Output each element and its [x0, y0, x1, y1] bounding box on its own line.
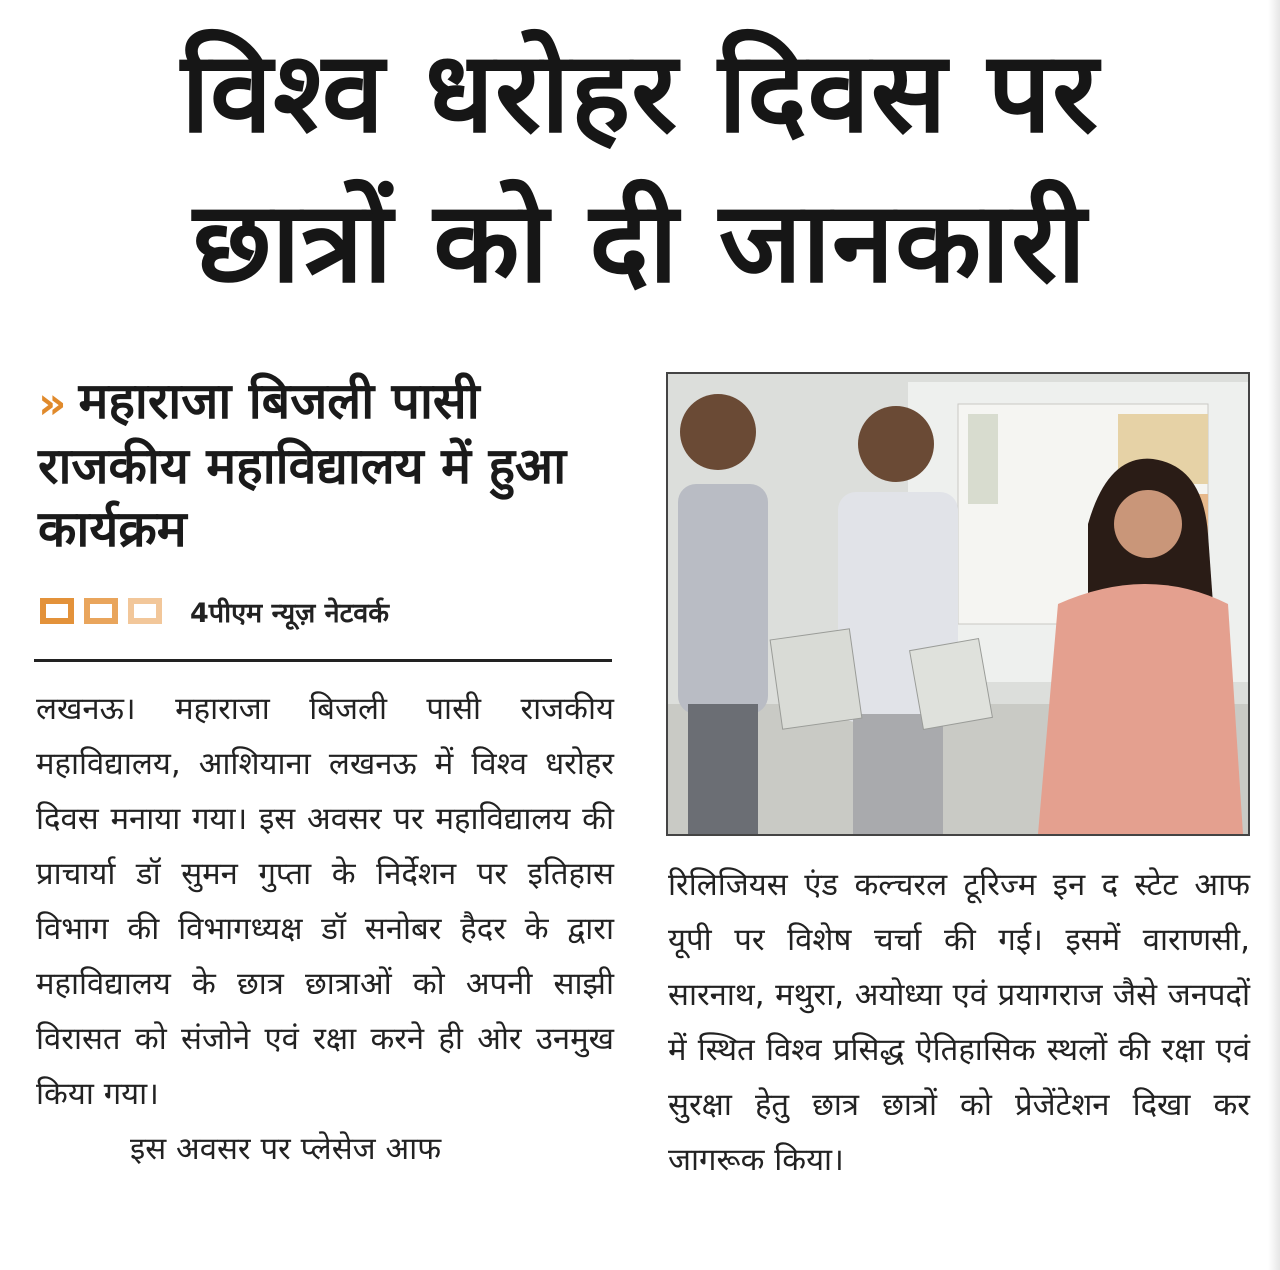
photo-illustration	[668, 374, 1248, 834]
headline-line-2: छात्रों को दी जानकारी	[193, 178, 1087, 308]
paragraph-3: रिलिजियस एंड कल्चरल टूरिज्म इन द स्टेट आफ यूपी पर विशेष चर्चा की गई। इसमें वाराणसी, सारनाथ, मथुरा, अयोध्या एवं प्रयागराज जैसे जनपदों में स्थित विश्व प्रसिद्ध ऐतिहासिक स्थलों की रक्षा एवं सुरक्षा हेतु छात्र छात्रों को प्रेजेंटेशन दिखा कर जागरूक किया।	[668, 867, 1250, 1178]
page-edge	[1268, 0, 1280, 1270]
column-right	[668, 858, 1250, 1188]
headline-line-1: विश्व धरोहर दिवस पर	[181, 28, 1099, 158]
subheadline-text: महाराजा बिजली पासी राजकीय महाविद्यालय में हुआ कार्यक्रम	[38, 372, 567, 558]
byline-text: 4पीएम न्यूज़ नेटवर्क	[190, 597, 389, 629]
headline	[0, 18, 1280, 318]
subheadline	[38, 370, 618, 561]
divider	[34, 659, 612, 662]
paragraph-1: लखनऊ। महाराजा बिजली पासी राजकीय महाविद्यालय, आशियाना लखनऊ में विश्व धरोहर दिवस मनाया गया। इस अवसर पर महाविद्यालय की प्राचार्या डॉ सुमन गुप्ता के निर्देशन पर इतिहास विभाग की विभागध्यक्ष डॉ सनोबर हैदर के द्वारा महाविद्यालय के छात्र छात्राओं को अपनी साझी विरासत को संजोने एवं रक्षा करने ही ओर उनमुख किया गया।	[36, 691, 614, 1112]
double-chevron-icon: »	[38, 378, 67, 429]
square-icon	[40, 598, 74, 624]
news-photo	[666, 372, 1250, 836]
paragraph-2: इस अवसर पर प्लेसेज आफ	[130, 1131, 442, 1167]
column-left	[36, 682, 614, 1177]
square-icon	[84, 598, 118, 624]
byline	[40, 590, 389, 632]
square-icon	[128, 598, 162, 624]
